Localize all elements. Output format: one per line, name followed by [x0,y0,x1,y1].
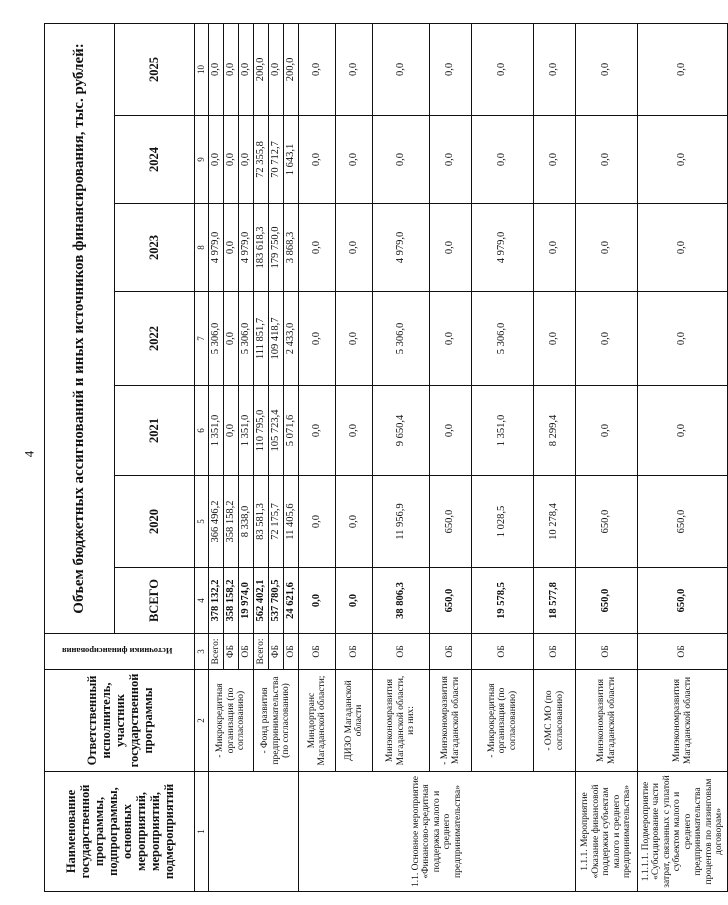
total-value-cell: 24 621,6 [284,568,299,634]
column-index: 8 [195,204,209,292]
column-index-row [195,23,209,891]
year-value-cell: 0,0 [472,23,534,115]
row-executor-cell: Минэкономразвития Магаданской области, из них: [373,670,430,772]
year-value-cell: 0,0 [299,476,336,568]
year-value-cell: 5 306,0 [239,292,254,386]
year-value-cell: 0,0 [534,116,576,204]
year-value-cell: 8 299,4 [534,386,576,476]
table-row [254,23,269,891]
year-value-cell: 0,0 [430,116,472,204]
source-cell: ОБ [430,634,472,670]
year-value-cell: 0,0 [299,116,336,204]
row-executor-cell: - Фонд развития предпринимательства (по согласованию) [254,670,299,772]
year-value-cell: 0,0 [224,23,239,115]
rotated-page [44,24,724,892]
year-value-cell: 0,0 [373,116,430,204]
year-value-cell: 8 338,0 [239,476,254,568]
row-name-cell [209,772,299,892]
year-value-cell: 0,0 [336,476,373,568]
total-value-cell: 19 578,5 [472,568,534,634]
column-index: 2 [195,670,209,772]
source-cell: ФБ [269,634,284,670]
year-value-cell: 650,0 [430,476,472,568]
year-value-cell: 0,0 [239,116,254,204]
page-number: 4 [21,450,37,458]
header-year-2023: 2023 [115,204,195,292]
total-value-cell: 18 577,8 [534,568,576,634]
year-value-cell: 0,0 [224,204,239,292]
header-year-2025: 2025 [115,23,195,115]
year-value-cell: 179 750,0 [269,204,284,292]
row-executor-cell: ДИЗО Магаданской области [336,670,373,772]
header-source: Источники финансирования [45,634,195,670]
row-name-cell: 1.1. Основное мероприятие «Финансово-кредитная поддержка малого и среднего предпринимательства» [299,772,576,892]
header-name: Наименование государственной программы, подпрограммы, основных мероприятий, мероприятий, подмероприятий [45,772,195,892]
year-value-cell: 9 650,4 [373,386,430,476]
source-cell: ОБ [284,634,299,670]
year-value-cell: 0,0 [638,116,728,204]
year-value-cell: 5 306,0 [472,292,534,386]
table-row [638,23,728,891]
year-value-cell: 0,0 [224,386,239,476]
total-value-cell: 0,0 [336,568,373,634]
row-executor-cell: - Микрокредитная организация (по согласованию) [472,670,534,772]
year-value-cell: 1 351,0 [209,386,224,476]
year-value-cell: 0,0 [269,23,284,115]
year-value-cell: 0,0 [534,23,576,115]
year-value-cell: 5 306,0 [209,292,224,386]
total-value-cell: 38 806,3 [373,568,430,634]
column-index: 10 [195,23,209,115]
total-value-cell: 358 158,2 [224,568,239,634]
header-year-2021: 2021 [115,386,195,476]
year-value-cell: 0,0 [336,204,373,292]
year-value-cell: 366 496,2 [209,476,224,568]
year-value-cell: 0,0 [224,292,239,386]
year-value-cell: 72 175,7 [269,476,284,568]
total-value-cell: 650,0 [576,568,638,634]
year-value-cell: 0,0 [534,292,576,386]
year-value-cell: 200,0 [284,23,299,115]
column-index: 5 [195,476,209,568]
year-value-cell: 0,0 [472,116,534,204]
source-cell: ОБ [336,634,373,670]
year-value-cell: 5 071,6 [284,386,299,476]
year-value-cell: 0,0 [638,23,728,115]
year-value-cell: 1 643,1 [284,116,299,204]
year-value-cell: 0,0 [638,292,728,386]
table-row [209,23,224,891]
total-value-cell: 0,0 [299,568,336,634]
year-value-cell: 1 028,5 [472,476,534,568]
row-executor-cell: Минэкономразвития Магаданской области [638,670,728,772]
year-value-cell: 358 158,2 [224,476,239,568]
total-value-cell: 650,0 [430,568,472,634]
source-cell: ОБ [638,634,728,670]
year-value-cell: 4 979,0 [373,204,430,292]
row-executor-cell: - Микрокредитная организация (по согласованию) [209,670,254,772]
year-value-cell: 0,0 [209,23,224,115]
row-executor-cell: - Минэкономразвития Магаданской области [430,670,472,772]
column-index: 4 [195,568,209,634]
year-value-cell: 83 581,3 [254,476,269,568]
header-funding: Объем бюджетных ассигнований и иных источников финансирования, тыс. рублей: [45,23,115,633]
total-value-cell: 650,0 [638,568,728,634]
year-value-cell: 0,0 [336,292,373,386]
table-row [534,23,576,891]
year-value-cell: 11 405,6 [284,476,299,568]
year-value-cell: 0,0 [336,23,373,115]
column-index: 1 [195,772,209,892]
year-value-cell: 0,0 [299,386,336,476]
column-index: 6 [195,386,209,476]
year-value-cell: 11 956,9 [373,476,430,568]
year-value-cell: 0,0 [373,23,430,115]
year-value-cell: 10 278,4 [534,476,576,568]
year-value-cell: 0,0 [638,204,728,292]
table-row [430,23,472,891]
header-year-2022: 2022 [115,292,195,386]
source-cell: ОБ [239,634,254,670]
year-value-cell: 1 351,0 [472,386,534,476]
year-value-cell: 0,0 [224,116,239,204]
year-value-cell: 4 979,0 [209,204,224,292]
table-row [299,23,336,891]
year-value-cell: 0,0 [534,204,576,292]
year-value-cell: 0,0 [430,23,472,115]
table-row [472,23,534,891]
year-value-cell: 0,0 [576,204,638,292]
year-value-cell: 0,0 [336,386,373,476]
funding-table [44,23,728,892]
total-value-cell: 537 780,5 [269,568,284,634]
year-value-cell: 109 418,7 [269,292,284,386]
source-cell: ФБ [224,634,239,670]
year-value-cell: 111 851,7 [254,292,269,386]
year-value-cell: 0,0 [576,386,638,476]
year-value-cell: 0,0 [430,292,472,386]
year-value-cell: 0,0 [336,116,373,204]
year-value-cell: 650,0 [638,476,728,568]
table-row [576,23,638,891]
row-name-cell: 1.1.1.1. Подмероприятие «Субсидирование части затрат, связанных с уплатой субъектом малого и среднего предпринимательства процентов по лизинговым договорам» [638,772,728,892]
source-cell: Всего: [209,634,224,670]
year-value-cell: 2 433,0 [284,292,299,386]
row-executor-cell: Минэкономразвития Магаданской области [576,670,638,772]
source-cell: ОБ [299,634,336,670]
year-value-cell: 650,0 [576,476,638,568]
year-value-cell: 4 979,0 [472,204,534,292]
year-value-cell: 0,0 [209,116,224,204]
row-executor-cell: - ОМС МО (по согласованию) [534,670,576,772]
source-cell: Всего: [254,634,269,670]
year-value-cell: 183 618,3 [254,204,269,292]
table-row [373,23,430,891]
year-value-cell: 110 795,0 [254,386,269,476]
year-value-cell: 105 723,4 [269,386,284,476]
year-value-cell: 0,0 [576,292,638,386]
total-value-cell: 19 974,0 [239,568,254,634]
header-executor: Ответственный исполнитель, участник государственной программы [45,670,195,772]
year-value-cell: 0,0 [239,23,254,115]
header-total: ВСЕГО [115,568,195,634]
source-cell: ОБ [534,634,576,670]
year-value-cell: 0,0 [299,292,336,386]
year-value-cell: 3 868,3 [284,204,299,292]
source-cell: ОБ [373,634,430,670]
year-value-cell: 0,0 [430,204,472,292]
column-index: 3 [195,634,209,670]
source-cell: ОБ [576,634,638,670]
year-value-cell: 0,0 [299,204,336,292]
source-cell: ОБ [472,634,534,670]
row-executor-cell: Миндортранс Магаданской области; [299,670,336,772]
year-value-cell: 70 712,7 [269,116,284,204]
header-year-2024: 2024 [115,116,195,204]
table-row [336,23,373,891]
column-index: 7 [195,292,209,386]
year-value-cell: 0,0 [299,23,336,115]
year-value-cell: 72 355,8 [254,116,269,204]
total-value-cell: 378 132,2 [209,568,224,634]
column-index: 9 [195,116,209,204]
year-value-cell: 200,0 [254,23,269,115]
year-value-cell: 0,0 [576,116,638,204]
year-value-cell: 4 979,0 [239,204,254,292]
year-value-cell: 0,0 [576,23,638,115]
row-name-cell: 1.1.1. Мероприятие «Оказание финансовой поддержки субъектам малого и среднего предпринимательства» [576,772,638,892]
header-year-2020: 2020 [115,476,195,568]
year-value-cell: 1 351,0 [239,386,254,476]
year-value-cell: 0,0 [638,386,728,476]
total-value-cell: 562 402,1 [254,568,269,634]
year-value-cell: 0,0 [430,386,472,476]
year-value-cell: 5 306,0 [373,292,430,386]
